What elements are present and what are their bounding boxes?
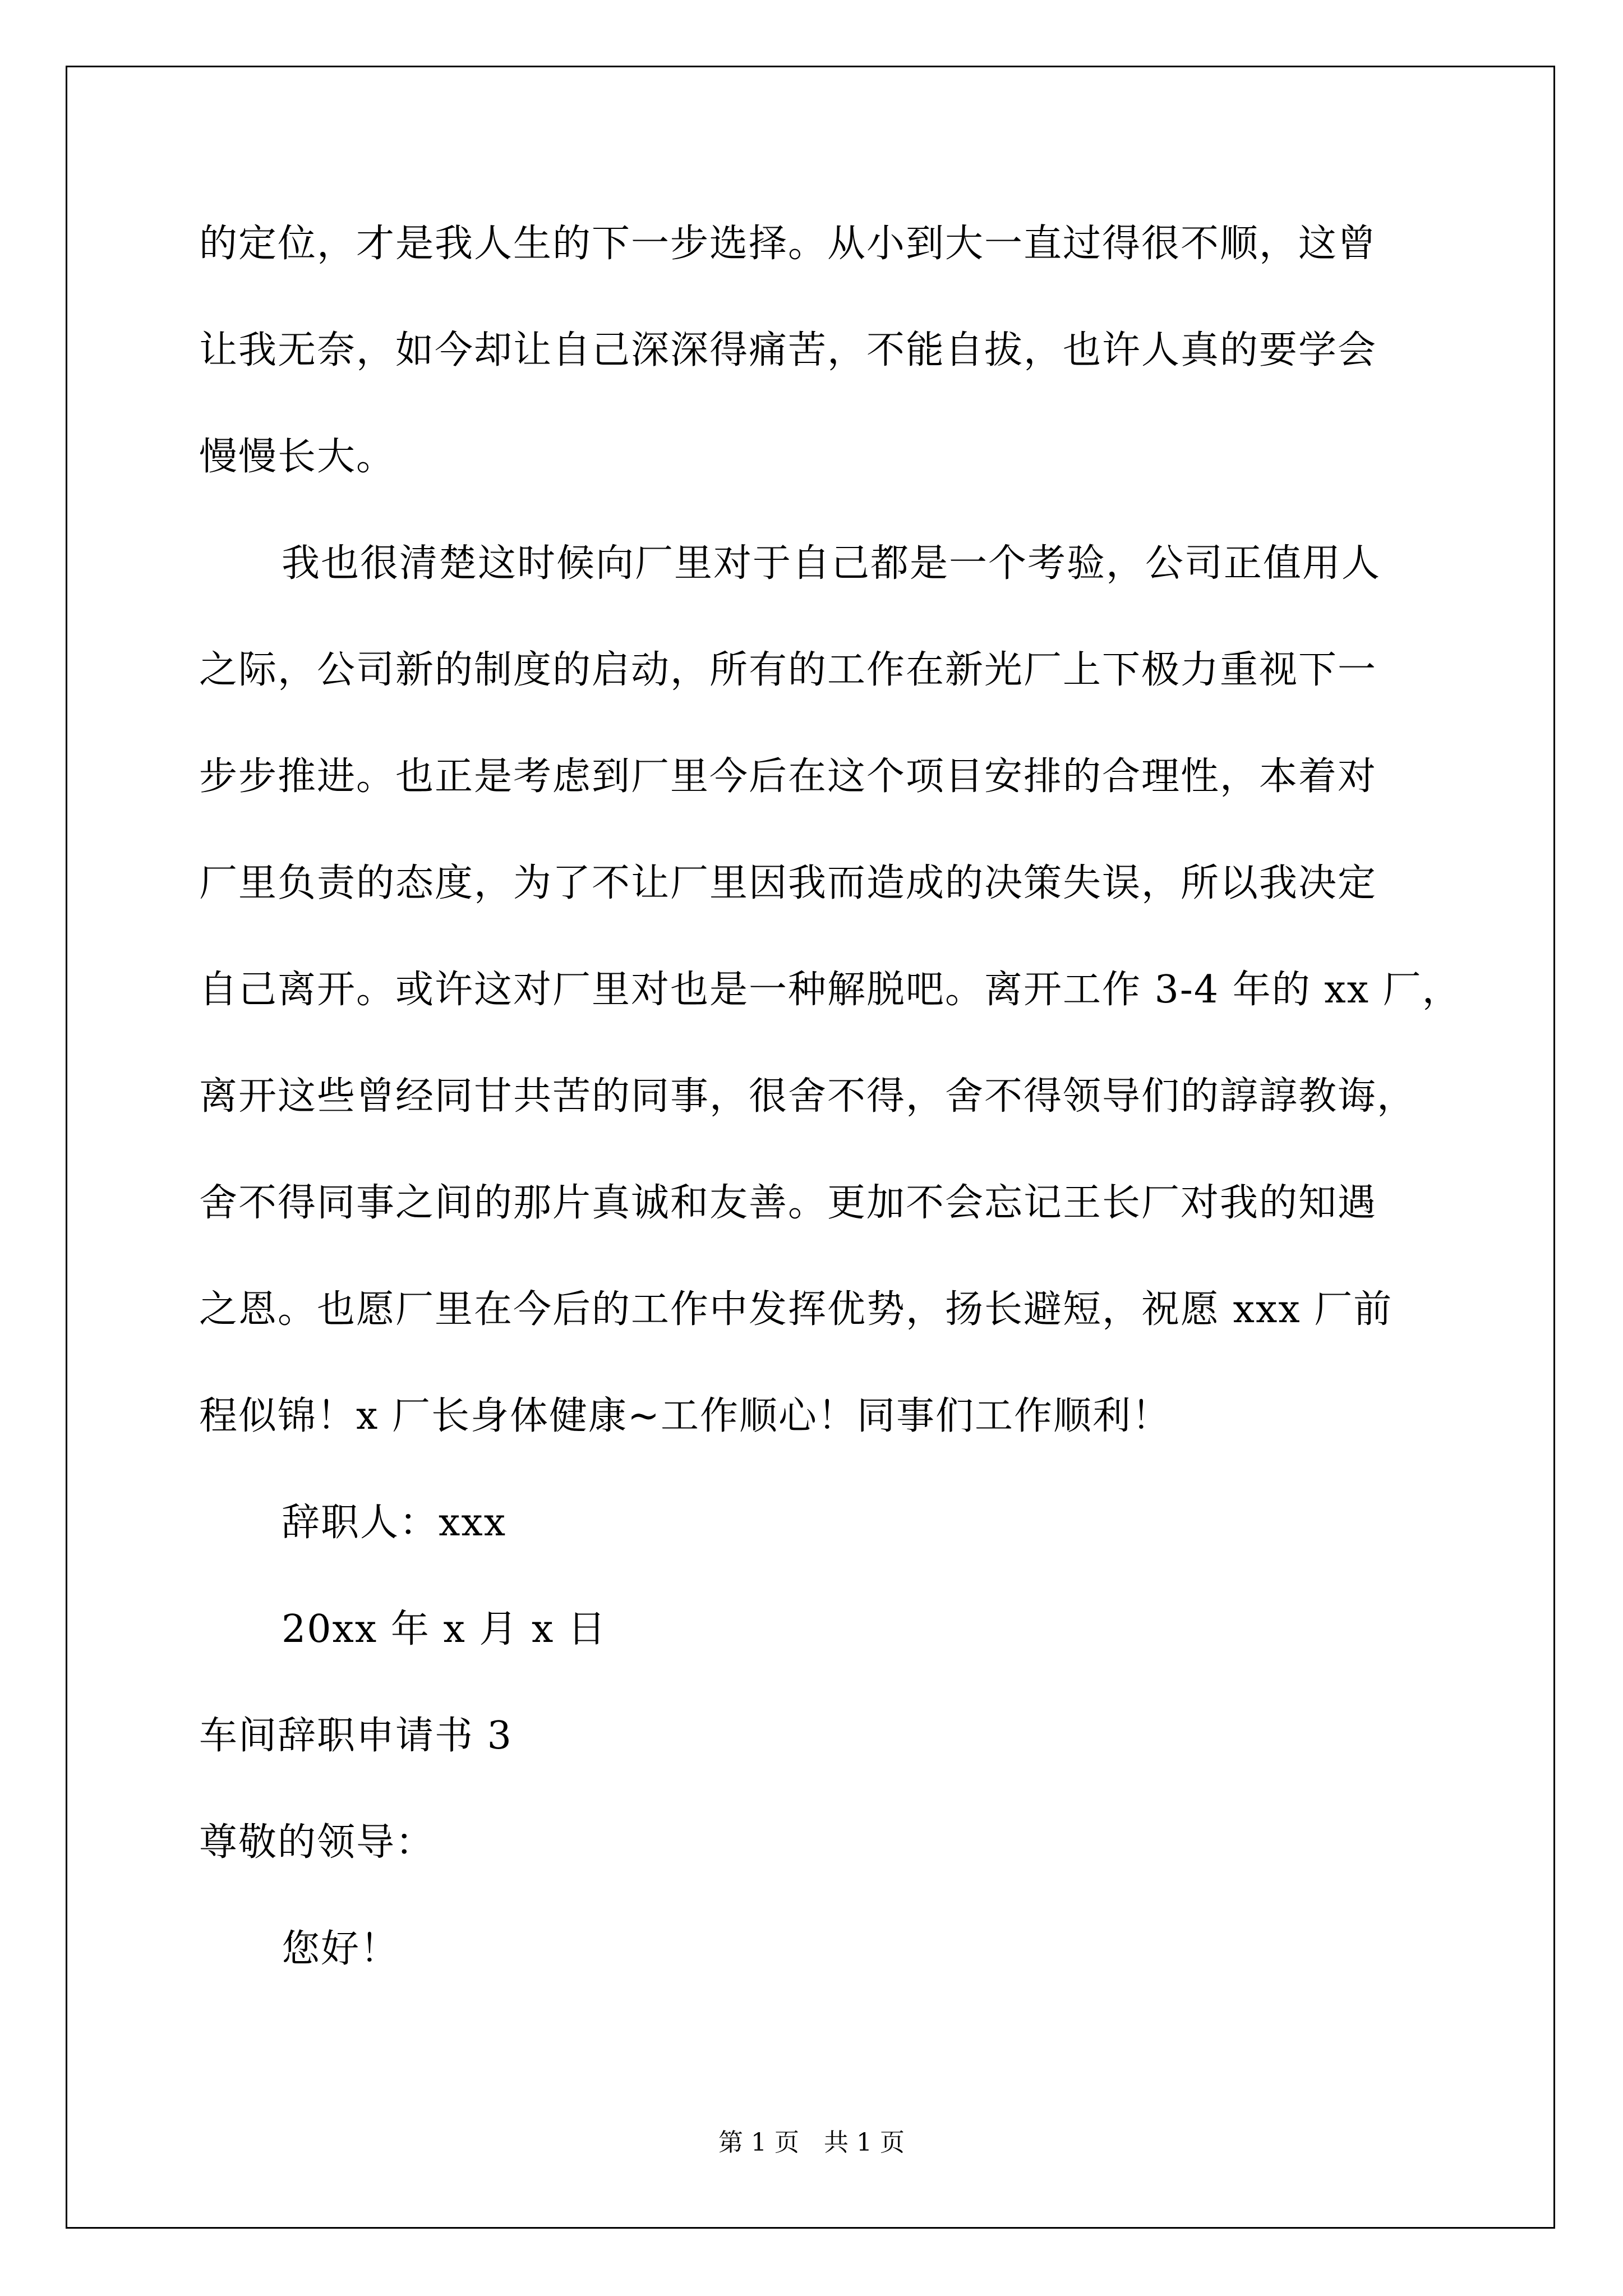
page-footer: 第 1 页 共 1 页 — [718, 2128, 905, 2157]
body-line: 让我无奈，如今却让自己深深得痛苦，不能自拔，也许人真的要学会 — [199, 328, 1377, 372]
body-line: 自己离开。或许这对厂里对也是一种解脱吧。离开工作 3-4 年的 xx 厂， — [199, 968, 1461, 1012]
section-title: 车间辞职申请书 3 — [199, 1714, 513, 1758]
body-line: 我也很清楚这时候向厂里对于自己都是一个考验，公司正值用人 — [282, 541, 1381, 586]
body-line: 的定位，才是我人生的下一步选择。从小到大一直过得很不顺，这曾 — [199, 222, 1377, 266]
salutation: 尊敬的领导： — [199, 1820, 435, 1865]
body-line: 步步推进。也正是考虑到厂里今后在这个项目安排的合理性，本着对 — [199, 754, 1377, 799]
body-line: 之际，公司新的制度的启动，所有的工作在新光厂上下极力重视下一 — [199, 648, 1377, 692]
document-body — [199, 191, 1461, 2003]
body-line: 程似锦！x 厂长身体健康~工作顺心！同事们工作顺利！ — [199, 1394, 1171, 1438]
body-line: 慢慢长大。 — [199, 435, 396, 479]
body-line: 舍不得同事之间的那片真诚和友善。更加不会忘记王长厂对我的知遇 — [199, 1181, 1377, 1225]
greeting: 您好！ — [282, 1927, 400, 1971]
body-line: 之恩。也愿厂里在今后的工作中发挥优势，扬长避短，祝愿 xxx 厂前 — [199, 1287, 1393, 1332]
body-line: 离开这些曾经同甘共苦的同事，很舍不得，舍不得领导们的諄諄教诲， — [199, 1074, 1417, 1119]
signature-line: 辞职人：xxx — [282, 1501, 507, 1545]
body-line: 厂里负责的态度，为了不让厂里因我而造成的决策失误，所以我决定 — [199, 861, 1377, 905]
date-line: 20xx 年 x 月 x 日 — [282, 1607, 607, 1651]
